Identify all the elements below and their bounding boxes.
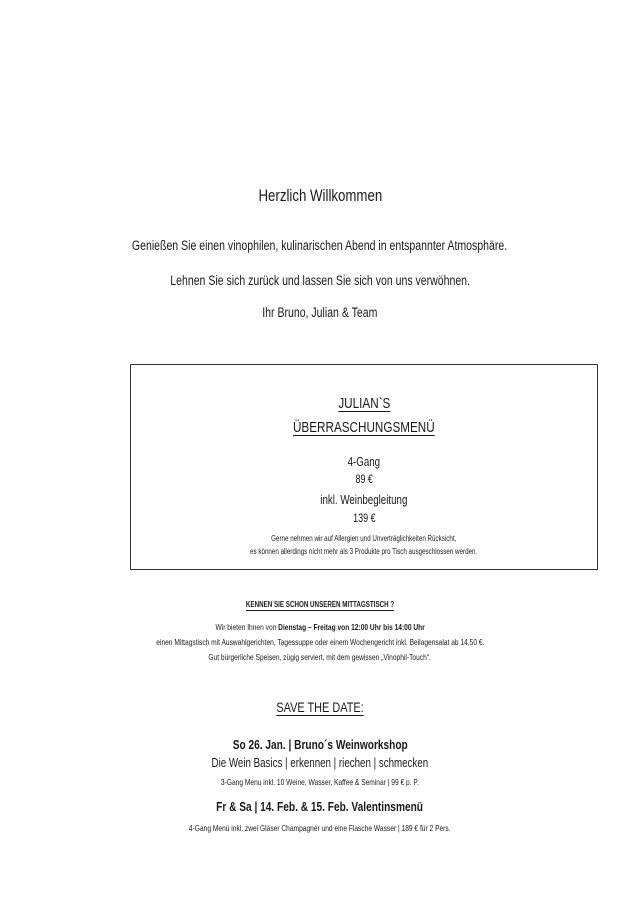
welcome-line-2: Lehnen Sie sich zurück und lassen Sie sich von uns verwöhnen. <box>170 273 470 288</box>
event-1-title: So 26. Jan. | Bruno´s Weinworkshop <box>232 737 408 752</box>
menu-allergy-note-2: es können allerdings nicht mehr als 3 Produkte pro Tisch ausgeschlossen werden. <box>250 547 478 556</box>
menu-courses: 4-Gang <box>347 455 381 469</box>
surprise-menu-box <box>130 364 598 570</box>
event-2-detail: 4-Gang Menü inkl. zwei Gläser Champagner und eine Flasche Wasser | 189 € für 2 Pers. <box>189 823 451 833</box>
event-1-subtitle: Die Wein Basics | erkennen | riechen | schmecken <box>211 756 429 770</box>
menu-title-line-1: JULIAN`S <box>337 395 391 412</box>
menu-price-wine: 139 € <box>352 513 376 525</box>
welcome-line-1: Genießen Sie einen vinophilen, kulinarischen Abend in entspannter Atmosphäre. <box>132 238 508 253</box>
lunch-hours: Dienstag – Freitag von 12:00 Uhr bis 14:00 Uhr <box>278 622 425 632</box>
welcome-signature: Ihr Bruno, Julian & Team <box>262 305 378 320</box>
event-2-title: Fr & Sa | 14. Feb. & 15. Feb. Valentinsmenü <box>216 799 424 814</box>
menu-allergy-note-1: Gerne nehmen wir auf Allergien und Unverträglichkeiten Rücksicht, <box>271 534 457 543</box>
lunch-line-2: einen Mittagstisch mit Auswahlgerichten, Tagessuppe oder einem Wochengericht inkl. Beilagensalat ab 14,50 €. <box>155 637 485 647</box>
save-the-date-heading: SAVE THE DATE: <box>276 699 364 715</box>
lunch-heading: KENNEN SIE SCHON UNSEREN MITTAGSTISCH ? <box>245 600 395 609</box>
lunch-line-3: Gut bürgerliche Speisen, zügig serviert, mit dem gewissen „Vinophil-Touch“. <box>208 652 432 662</box>
menu-price-food: 89 € <box>355 474 373 486</box>
event-1-detail: 3-Gang Menu inkl. 10 Weine, Wasser, Kaffee & Seminar | 99 € p. P. <box>221 777 419 787</box>
menu-title-line-2: ÜBERRASCHUNGSMENÜ <box>293 419 435 436</box>
welcome-title: Herzlich Willkommen <box>258 186 382 205</box>
menu-wine-label: inkl. Weinbegleitung <box>320 493 408 507</box>
lunch-line-1: Wir bieten Ihnen von Dienstag – Freitag von 12:00 Uhr bis 14:00 Uhr <box>215 622 425 632</box>
